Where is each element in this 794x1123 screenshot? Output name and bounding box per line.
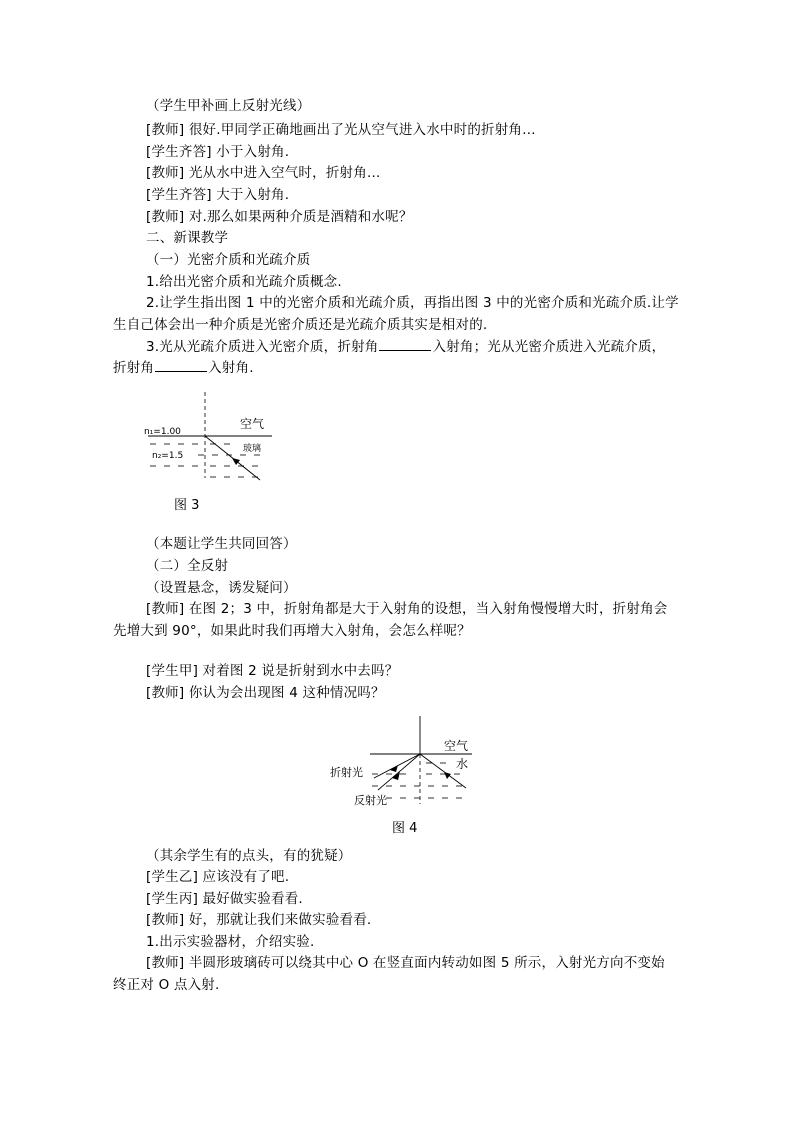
text-line: [教师] 在图 2；3 中，折射角都是大于入射角的设想，当入射角慢慢增大时，折射角会 [146, 601, 668, 617]
text-line: [学生甲] 对着图 2 说是折射到水中去吗？ [146, 663, 399, 679]
text-line: [学生齐答] 小于入射角. [146, 144, 290, 160]
text-line: 1.出示实验器材，介绍实验. [146, 934, 315, 950]
fill-in-question [146, 338, 665, 356]
text-line: [学生乙] 应该没有了吧. [146, 869, 290, 885]
text-line: [教师] 半圆形玻璃砖可以绕其中心 O 在竖直面内转动如图 5 所示，入射光方向不变始 [146, 955, 665, 971]
figure-4-caption: 图 4 [392, 821, 418, 836]
light-ray [205, 436, 260, 480]
text-line: [学生丙] 最好做实验看看. [146, 891, 303, 907]
text-line: [学生齐答] 大于入射角. [146, 187, 290, 203]
text-line: （其余学生有的点头，有的犹疑） [146, 848, 352, 864]
question-text: 入射角. [208, 360, 254, 376]
text-line: （学生甲补画上反射光线） [146, 98, 311, 114]
question-text: 折射角 [113, 360, 155, 376]
water-label: 水 [456, 757, 469, 771]
section-heading: 二、新课教学 [146, 230, 229, 246]
refracted-arrow-icon [390, 765, 398, 772]
question-text: 入射角；光从光密介质进入光疏介质， [432, 339, 666, 355]
text-line: [教师] 很好.甲同学正确地画出了光从空气进入水中时的折射角… [146, 122, 536, 138]
answer-blank [155, 359, 207, 372]
figure-4-diagram [326, 712, 484, 810]
text-line: 2.让学生指出图 1 中的光密介质和光疏介质，再指出图 3 中的光密介质和光疏介质.让学 [146, 295, 679, 311]
ray-arrow-icon [232, 458, 240, 465]
water-hatching [372, 763, 462, 798]
text-line: 终正对 O 点入射. [113, 977, 220, 993]
subsection-heading: （一）光密介质和光疏介质 [146, 252, 311, 268]
text-line: 先增大到 90°，如果此时我们再增大入射角，会怎么样呢？ [113, 623, 471, 639]
figure-3-caption: 图 3 [174, 498, 200, 513]
subsection-heading: （二）全反射 [146, 558, 229, 574]
answer-blank [379, 338, 431, 351]
figure-3-diagram [140, 388, 280, 484]
text-line: [教师] 你认为会出现图 4 这种情况吗？ [146, 685, 385, 701]
n1-label: n₁=1.00 [144, 427, 181, 437]
fill-in-question [113, 359, 254, 377]
refracted-light-label: 折射光 [330, 766, 363, 779]
reflected-ray [378, 754, 420, 790]
text-line: 生自己体会出一种介质是光密介质还是光疏介质其实是相对的. [113, 317, 488, 333]
question-text: 3.光从光疏介质进入光密介质，折射角 [146, 339, 379, 355]
reflected-arrow-icon [392, 772, 400, 780]
text-line: [教师] 光从水中进入空气时，折射角… [146, 165, 381, 181]
text-line: [教师] 对.那么如果两种介质是酒精和水呢？ [146, 209, 413, 225]
text-line: （设置悬念，诱发疑问） [146, 580, 297, 596]
n2-label: n₂=1.5 [152, 451, 184, 461]
text-line: 1.给出光密介质和光疏介质概念. [146, 274, 342, 290]
air-label: 空气 [240, 417, 265, 431]
incident-arrow-icon [444, 772, 451, 779]
text-line: [教师] 好，那就让我们来做实验看看. [146, 912, 372, 928]
text-line: （本题让学生共同回答） [146, 536, 297, 552]
reflected-light-label: 反射光 [354, 794, 387, 807]
glass-label: 玻璃 [243, 444, 262, 454]
air-label: 空气 [444, 739, 469, 753]
